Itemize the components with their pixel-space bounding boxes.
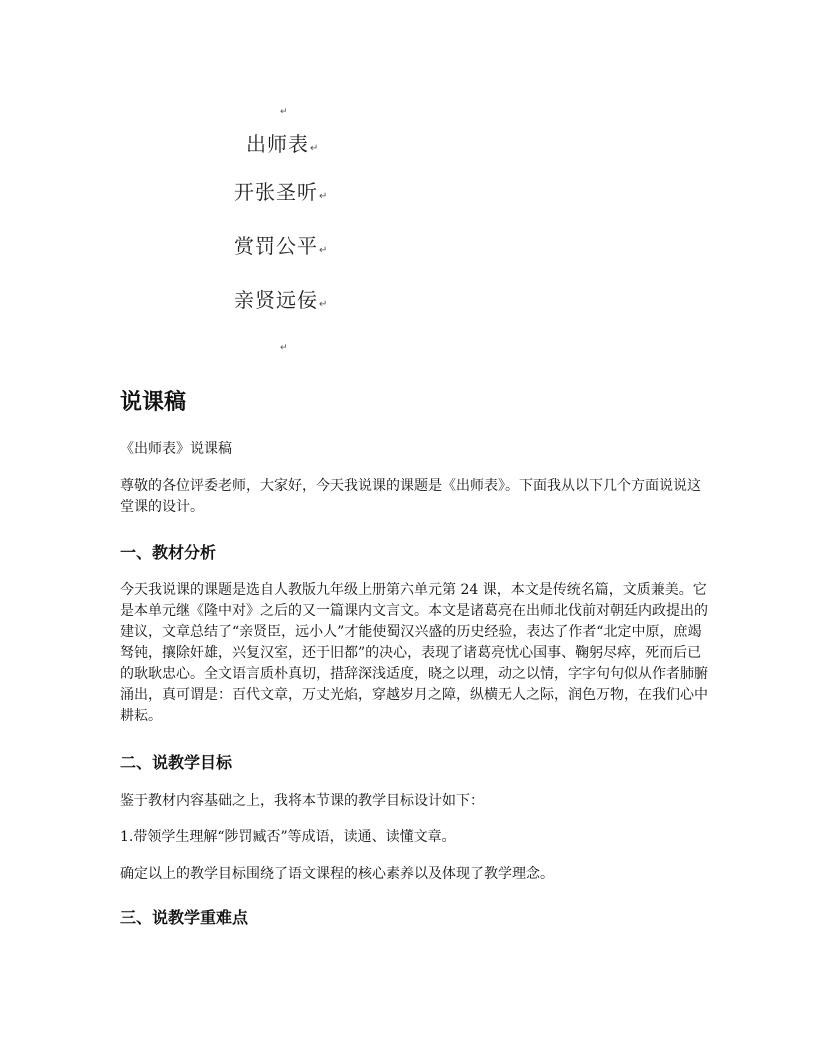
section-heading-textbook-analysis: 一、教材分析 (120, 543, 217, 562)
document-title: 说课稿 (120, 390, 187, 415)
paragraph-mark-icon: ↵ (280, 343, 288, 353)
paragraph-mark-icon: ↵ (319, 191, 329, 202)
section-paragraph: 确定以上的教学目标围绕了语文课程的核心素养以及体现了教学理念。 (120, 866, 554, 882)
paragraph-mark-icon: ↵ (319, 299, 329, 310)
board-line-1 (234, 182, 328, 202)
section-paragraph: 今天我说课的课题是选自人教版九年级上册第六单元第 24 课，本文是传统名篇，文质兼美。它是本单元继《隆中对》之后的又一篇课内文言文。本文是诸葛亮在出师北伐前对朝廷内政提出的建议，文章总结了“亲贤臣，远小人”才能使蜀汉兴盛的历史经验，表达了作者“北定中原，庶竭驽钝，攘除奸雄，兴复汉室，还于旧都”的决心，表现了诸葛亮忧心国事、鞠躬尽瘁，死而后已的耿耿忠心。全文语言质朴真切，措辞深浅适度，晓之以理，动之以情，字字句句似从作者肺腑涌出，真可谓是：百代文章，万丈光焰，穿越岁月之障，纵横无人之际，润色万物，在我们心中耕耘。 (120, 582, 708, 724)
section-paragraph: 1.带领学生理解“陟罚臧否”等成语，读通、读懂文章。 (120, 829, 456, 845)
board-line-2 (234, 236, 328, 256)
board-line-title (246, 134, 319, 154)
board-line-text: 出师表 (246, 132, 309, 156)
section-heading-teaching-goals: 二、说教学目标 (120, 753, 233, 772)
intro-paragraph: 尊敬的各位评委老师，大家好，今天我说课的课题是《出师表》。下面我从以下几个方面说说这堂课的设计。 (120, 478, 701, 515)
paragraph-mark-icon: ↵ (319, 245, 329, 256)
board-line-text: 亲贤远佞 (234, 288, 318, 312)
board-line-text: 开张圣听 (234, 180, 318, 204)
board-line-3 (234, 290, 328, 310)
board-line-text: 赏罚公平 (234, 234, 318, 258)
paragraph-mark-icon: ↵ (310, 143, 320, 154)
section-paragraph: 鉴于教材内容基础之上，我将本节课的教学目标设计如下： (120, 793, 484, 809)
section-heading-key-difficulties: 三、说教学重难点 (120, 908, 249, 927)
document-subtitle: 《出师表》说课稿 (120, 441, 232, 457)
paragraph-mark-icon: ↵ (280, 107, 288, 117)
